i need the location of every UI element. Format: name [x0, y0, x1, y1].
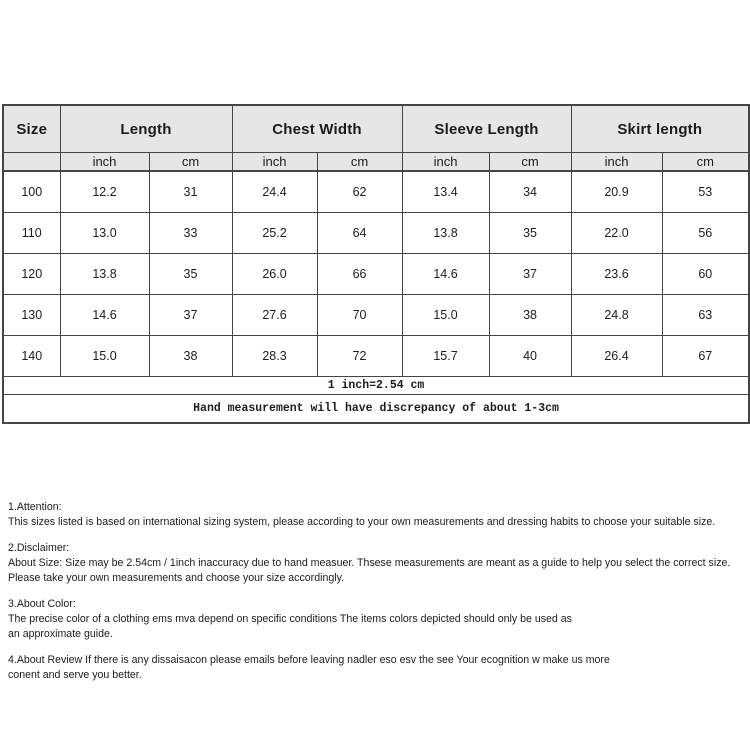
unit-header-length-cm: cm	[149, 153, 232, 172]
footnote-row	[3, 395, 749, 424]
measurement-cell: 13.4	[402, 171, 489, 213]
table-row-size-120	[3, 254, 749, 295]
size-cell: 110	[3, 213, 60, 254]
measurement-cell: 37	[149, 295, 232, 336]
note-disclaimer-body-line: Please take your own measurements and choose your size accordingly.	[8, 572, 345, 584]
unit-header-blank	[3, 153, 60, 172]
measurement-cell: 15.0	[402, 295, 489, 336]
notes-section	[8, 500, 746, 683]
measurement-cell: 66	[317, 254, 402, 295]
measurement-cell: 67	[662, 336, 749, 377]
column-header-size: Size	[3, 105, 60, 153]
note-attention-body-line: This sizes listed is based on international sizing system, please according to your own measurements and dressing habits to choose your suitable size.	[8, 516, 716, 528]
note-disclaimer-body-line: About Size: Size may be 2.54cm / 1inch inaccuracy due to hand measuer. Thsese measurements are meant as a guide to help you select the correct size.	[8, 557, 731, 569]
measurement-cell: 38	[489, 295, 571, 336]
measurement-cell: 14.6	[402, 254, 489, 295]
column-header-sleeve-length: Sleeve Length	[402, 105, 571, 153]
table-row-size-110	[3, 213, 749, 254]
measurement-cell: 22.0	[571, 213, 662, 254]
table-unit-header-row	[3, 153, 749, 172]
measurement-cell: 24.8	[571, 295, 662, 336]
measurement-cell: 14.6	[60, 295, 149, 336]
measurement-cell: 72	[317, 336, 402, 377]
measurement-cell: 64	[317, 213, 402, 254]
unit-header-sleeve-cm: cm	[489, 153, 571, 172]
table-group-header-row	[3, 105, 749, 153]
table-row-size-140	[3, 336, 749, 377]
measurement-cell: 13.0	[60, 213, 149, 254]
unit-header-length-inch: inch	[60, 153, 149, 172]
measurement-cell: 27.6	[232, 295, 317, 336]
measurement-cell: 28.3	[232, 336, 317, 377]
note-review-body-line: conent and serve you better.	[8, 669, 142, 681]
unit-header-chest-inch: inch	[232, 153, 317, 172]
measurement-cell: 24.4	[232, 171, 317, 213]
measurement-cell: 60	[662, 254, 749, 295]
table-row-size-100	[3, 171, 749, 213]
footnote-inch-conversion: 1 inch=2.54 cm	[3, 377, 749, 395]
measurement-cell: 37	[489, 254, 571, 295]
measurement-cell: 26.0	[232, 254, 317, 295]
note-color-title: 3.About Color:	[8, 598, 76, 610]
column-header-chest-width: Chest Width	[232, 105, 402, 153]
measurement-cell: 35	[149, 254, 232, 295]
measurement-cell: 63	[662, 295, 749, 336]
measurement-cell: 70	[317, 295, 402, 336]
unit-header-skirt-cm: cm	[662, 153, 749, 172]
measurement-cell: 20.9	[571, 171, 662, 213]
measurement-cell: 56	[662, 213, 749, 254]
note-review-body-line: 4.About Review If there is any dissaisacon please emails before leaving nadler eso esv the see Your ecognition w make us more	[8, 654, 610, 666]
note-color-body-line: an approximate guide.	[8, 628, 113, 640]
unit-header-sleeve-inch: inch	[402, 153, 489, 172]
measurement-cell: 38	[149, 336, 232, 377]
footnote-row	[3, 377, 749, 395]
measurement-cell: 23.6	[571, 254, 662, 295]
footnote-measurement-discrepancy: Hand measurement will have discrepancy of about 1-3cm	[3, 395, 749, 424]
measurement-cell: 13.8	[60, 254, 149, 295]
measurement-cell: 53	[662, 171, 749, 213]
unit-header-chest-cm: cm	[317, 153, 402, 172]
size-cell: 120	[3, 254, 60, 295]
column-header-skirt-length: Skirt length	[571, 105, 749, 153]
size-chart-table	[2, 104, 750, 424]
note-attention-title: 1.Attention:	[8, 501, 62, 513]
measurement-cell: 33	[149, 213, 232, 254]
table-row-size-130	[3, 295, 749, 336]
size-cell: 130	[3, 295, 60, 336]
measurement-cell: 62	[317, 171, 402, 213]
measurement-cell: 15.0	[60, 336, 149, 377]
measurement-cell: 25.2	[232, 213, 317, 254]
note-disclaimer-title: 2.Disclaimer:	[8, 542, 70, 554]
measurement-cell: 34	[489, 171, 571, 213]
size-cell: 100	[3, 171, 60, 213]
measurement-cell: 26.4	[571, 336, 662, 377]
measurement-cell: 15.7	[402, 336, 489, 377]
note-color-body-line: The precise color of a clothing ems mva depend on specific conditions The items colors depicted should only be used as	[8, 613, 572, 625]
column-header-length: Length	[60, 105, 232, 153]
size-cell: 140	[3, 336, 60, 377]
measurement-cell: 31	[149, 171, 232, 213]
measurement-cell: 13.8	[402, 213, 489, 254]
measurement-cell: 35	[489, 213, 571, 254]
measurement-cell: 40	[489, 336, 571, 377]
measurement-cell: 12.2	[60, 171, 149, 213]
unit-header-skirt-inch: inch	[571, 153, 662, 172]
